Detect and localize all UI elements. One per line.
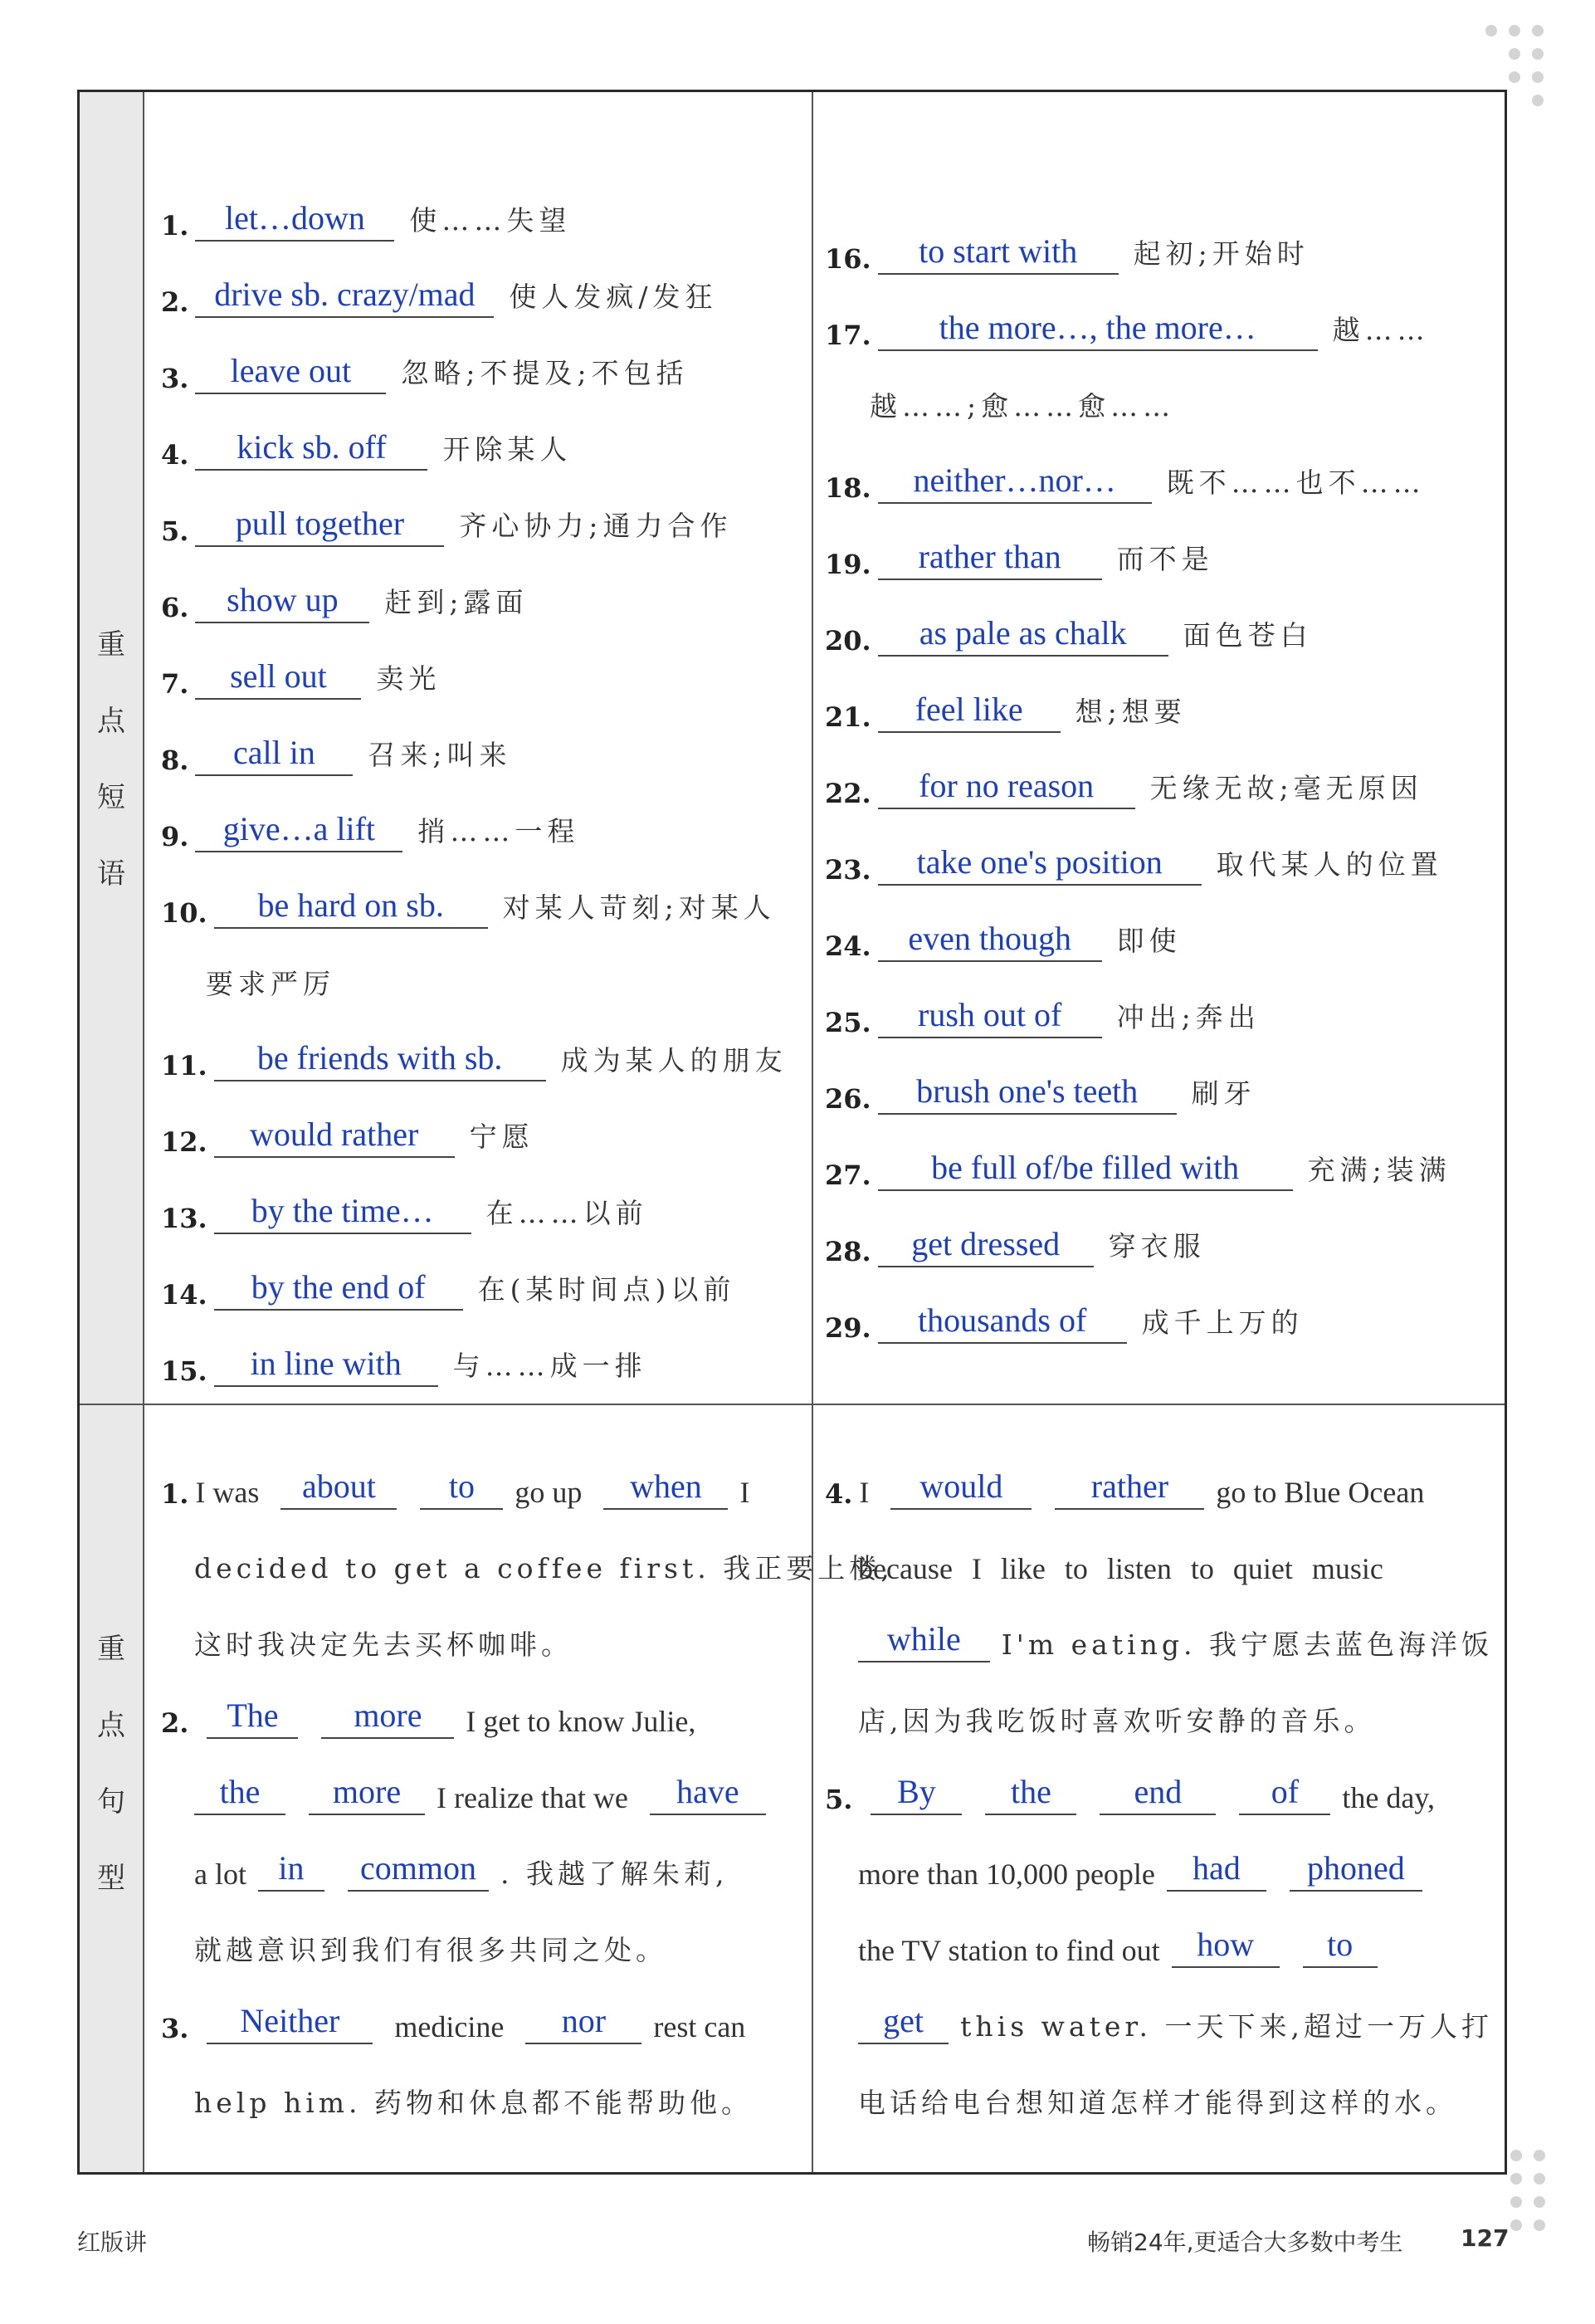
- sentence-line: [825, 1895, 1493, 1971]
- item-number: 21.: [825, 701, 871, 733]
- sentence-text: a lot: [194, 1858, 246, 1891]
- label-char: 短: [97, 781, 125, 814]
- item-number: 5.: [161, 515, 189, 547]
- answer-blank: feel like: [878, 691, 1061, 733]
- chinese-meaning: 想;想要: [1075, 696, 1187, 728]
- item-number: 3.: [161, 2013, 189, 2044]
- corner-dots-bottom: [1510, 2150, 1577, 2274]
- section-divider: [80, 1404, 1505, 1405]
- answer-blank: more: [309, 1774, 425, 1815]
- column-divider: [812, 92, 813, 2172]
- phrases-right-column: [825, 225, 1451, 1344]
- chinese-meaning: 使人发疯/发狂: [509, 281, 718, 313]
- answer-blank: get dressed: [878, 1226, 1094, 1267]
- answer-blank: drive sb. crazy/mad: [195, 276, 494, 318]
- item-number: 18.: [825, 472, 871, 504]
- phrase-item: [161, 1158, 788, 1234]
- answer-blank: in line with: [214, 1345, 438, 1387]
- sentence-text: 电话给电台想知道怎样才能得到这样的水。: [858, 2087, 1457, 2119]
- answer-blank: kick sb. off: [195, 429, 427, 471]
- answer-blank: let…down: [195, 200, 394, 242]
- chinese-meaning: 忽略;不提及;不包括: [401, 357, 689, 389]
- item-number: 11.: [161, 1050, 207, 1081]
- footer-slogan: 畅销24年,更适合大多数中考生: [1087, 2229, 1403, 2256]
- answer-blank: rush out of: [878, 997, 1102, 1038]
- answer-blank: be full of/be filled with: [878, 1150, 1293, 1191]
- sentence-line: [161, 1666, 796, 1742]
- footer-left: 红版讲: [77, 2229, 148, 2256]
- item-number: 2.: [161, 1707, 189, 1739]
- chinese-meaning: 起初;开始时: [1133, 237, 1310, 270]
- item-number: 15.: [161, 1355, 207, 1387]
- answer-blank: to: [1303, 1926, 1378, 1968]
- phrase-item: [161, 471, 788, 547]
- label-char: 句: [97, 1785, 125, 1819]
- answer-blank: The: [207, 1697, 298, 1739]
- sentence-text: more than 10,000 people: [858, 1858, 1155, 1891]
- phrase-item: [161, 623, 788, 700]
- sentence-line: [825, 1666, 1493, 1742]
- phrase-item: [825, 1038, 1451, 1115]
- sentence-line: [825, 1819, 1493, 1895]
- sentence-text: I'm eating. 我宁愿去蓝色海洋饭: [1001, 1628, 1493, 1661]
- sentence-line: [161, 1589, 796, 1666]
- label-char: 语: [97, 857, 125, 891]
- chinese-meaning: 面色苍白: [1183, 619, 1313, 652]
- chinese-meaning: 捎……一程: [417, 815, 580, 847]
- phrase-item: [161, 242, 788, 318]
- label-char: 点: [97, 705, 125, 738]
- item-number: 6.: [161, 592, 189, 623]
- chinese-meaning: 宁愿: [469, 1120, 534, 1153]
- item-number: 28.: [825, 1236, 871, 1267]
- answer-blank: would: [890, 1468, 1032, 1510]
- sentences-right-column: [825, 1437, 1493, 2124]
- answer-blank: call in: [195, 735, 353, 776]
- sentence-line: [825, 1971, 1493, 2048]
- page-number: 127: [1461, 2224, 1510, 2252]
- sentence-text: . 我越了解朱莉,: [500, 1858, 729, 1890]
- item-number: 26.: [825, 1083, 871, 1115]
- answer-blank: Neither: [207, 2003, 373, 2044]
- item-number: 8.: [161, 745, 189, 776]
- answer-blank: about: [280, 1468, 397, 1510]
- answer-blank: even though: [878, 920, 1102, 962]
- answer-blank: had: [1167, 1850, 1266, 1892]
- phrase-item: [825, 733, 1451, 809]
- chinese-meaning: 无缘无故;毫无原因: [1149, 772, 1423, 804]
- sentence-line: [825, 1589, 1493, 1666]
- sentence-text: I: [739, 1476, 750, 1509]
- answer-blank: take one's position: [878, 844, 1202, 886]
- answer-blank: brush one's teeth: [878, 1073, 1177, 1115]
- phrase-item: [161, 852, 788, 929]
- answer-blank: in: [258, 1850, 324, 1892]
- answer-blank: have: [650, 1774, 766, 1815]
- chinese-meaning: 成千上万的: [1141, 1306, 1304, 1339]
- item-number: 14.: [161, 1279, 207, 1311]
- answer-blank: nor: [525, 2003, 641, 2044]
- sentence-line: [161, 1742, 796, 1819]
- item-number: 4.: [825, 1478, 853, 1510]
- chinese-meaning: 取代某人的位置: [1216, 848, 1443, 881]
- answer-blank: more: [321, 1697, 454, 1739]
- phrase-item: [825, 580, 1451, 657]
- item-number: 7.: [161, 668, 189, 700]
- phrase-item: [161, 192, 788, 242]
- phrase-item: [825, 1191, 1451, 1267]
- sentence-line: [825, 1513, 1493, 1589]
- answer-blank: would rather: [214, 1116, 455, 1158]
- sentences-left-column: [161, 1437, 894, 2124]
- answer-blank: by the time…: [214, 1193, 471, 1234]
- item-number: 4.: [161, 439, 189, 471]
- answer-blank: the: [194, 1774, 285, 1815]
- item-number: 24.: [825, 930, 871, 962]
- answer-blank: get: [858, 2003, 949, 2044]
- sentence-text: the TV station to find out: [858, 1934, 1160, 1967]
- item-number: 13.: [161, 1203, 207, 1234]
- sentence-text: 就越意识到我们有很多共同之处。: [194, 1934, 667, 1966]
- phrase-item: [161, 394, 788, 471]
- chinese-meaning: 卖光: [376, 662, 441, 695]
- item-number: 17.: [825, 320, 871, 351]
- phrase-item: [825, 225, 1451, 275]
- chinese-meaning: 而不是: [1116, 543, 1214, 575]
- sentence-text: because I like to listen to quiet music: [858, 1552, 1383, 1585]
- answer-blank: the more…, the more…: [878, 310, 1318, 351]
- label-char: 重: [97, 1633, 125, 1666]
- chinese-meaning: 既不……也不……: [1166, 466, 1426, 499]
- item-number: 1.: [161, 210, 189, 242]
- sentence-text: I get to know Julie,: [466, 1705, 696, 1738]
- item-number: 25.: [825, 1007, 871, 1038]
- sentence-line: [161, 1513, 894, 1589]
- sentence-line: [161, 1971, 796, 2048]
- phrase-item: [825, 962, 1451, 1038]
- chinese-meaning: 冲出;奔出: [1116, 1001, 1261, 1033]
- phrase-item: [825, 1267, 1451, 1344]
- answer-blank: leave out: [195, 353, 386, 394]
- item-number: 29.: [825, 1312, 871, 1344]
- sentence-text: go up: [515, 1476, 583, 1509]
- sentence-text: I: [859, 1476, 870, 1509]
- answer-blank: for no reason: [878, 768, 1135, 809]
- sentence-line: [161, 1819, 796, 1895]
- sentence-text: decided to get a coffee first. 我正要上楼,: [194, 1552, 894, 1584]
- sentences-section-label: [80, 1611, 143, 1916]
- answer-blank: when: [603, 1468, 728, 1510]
- answer-blank: how: [1172, 1926, 1280, 1968]
- sentence-text: this water. 一天下来,超过一万人打: [960, 2010, 1493, 2043]
- answer-blank: thousands of: [878, 1302, 1127, 1344]
- sentence-text: I was: [195, 1476, 260, 1509]
- item-number: 23.: [825, 854, 871, 886]
- sentence-line: [161, 1895, 796, 1971]
- sentence-text: I realize that we: [437, 1781, 628, 1814]
- sentence-text: 这时我决定先去买杯咖啡。: [194, 1628, 573, 1661]
- phrase-item: [825, 504, 1451, 580]
- label-char: 点: [97, 1709, 125, 1742]
- phrase-item: [161, 1081, 788, 1158]
- sentence-text: 店,因为我吃饭时喜欢听安静的音乐。: [858, 1705, 1376, 1737]
- phrase-item: [161, 1234, 788, 1311]
- chinese-meaning: 在……以前: [485, 1197, 648, 1229]
- chinese-meaning: 充满;装满: [1307, 1154, 1451, 1186]
- phrase-item: [825, 809, 1451, 886]
- item-number: 9.: [161, 821, 189, 852]
- phrase-item: [161, 1005, 788, 1081]
- item-number: 2.: [161, 286, 189, 318]
- item-number: 12.: [161, 1126, 207, 1158]
- phrases-section-label: [80, 607, 143, 912]
- chinese-meaning: 开除某人: [442, 433, 573, 466]
- answer-blank: By: [871, 1774, 962, 1815]
- chinese-meaning: 赶到;露面: [384, 586, 529, 618]
- label-char: 重: [97, 628, 125, 662]
- chinese-meaning: 与……成一排: [452, 1350, 647, 1382]
- answer-blank: phoned: [1290, 1850, 1422, 1892]
- phrase-item: [825, 275, 1451, 351]
- phrase-item: [825, 1115, 1451, 1191]
- answer-blank: to: [420, 1468, 503, 1510]
- answer-blank: show up: [195, 582, 369, 623]
- sentence-line: [161, 2048, 796, 2124]
- answer-blank: while: [858, 1621, 990, 1662]
- answer-blank: sell out: [195, 658, 361, 700]
- answer-blank: the: [985, 1774, 1076, 1815]
- chinese-meaning: 使……失望: [409, 204, 572, 237]
- sentence-text: help him. 药物和休息都不能帮助他。: [194, 2087, 754, 2119]
- chinese-meaning: 刷牙: [1191, 1077, 1256, 1110]
- sentence-line: [825, 1437, 1493, 1513]
- item-number: 20.: [825, 625, 871, 657]
- sentence-line: [825, 1742, 1493, 1819]
- answer-blank: to start with: [878, 233, 1119, 275]
- answer-blank: be friends with sb.: [214, 1040, 546, 1081]
- item-number: 19.: [825, 549, 871, 580]
- phrase-item: [161, 547, 788, 623]
- answer-blank: common: [348, 1850, 489, 1892]
- answer-blank: pull together: [195, 505, 444, 547]
- sentence-text: go to Blue Ocean: [1216, 1476, 1425, 1509]
- sentence-text: rest can: [653, 2010, 746, 2043]
- phrase-item: [161, 318, 788, 394]
- chinese-meaning-continued: 越……;愈……愈……: [870, 390, 1176, 422]
- chinese-meaning: 在(某时间点)以前: [477, 1273, 736, 1306]
- exercise-table: [77, 90, 1507, 2175]
- chinese-meaning: 越……: [1332, 314, 1430, 346]
- item-number: 22.: [825, 778, 871, 809]
- item-number: 3.: [161, 363, 189, 394]
- item-number: 5.: [825, 1784, 853, 1815]
- answer-blank: be hard on sb.: [214, 887, 488, 929]
- sentence-line: [161, 1437, 796, 1513]
- sentence-text: the day,: [1342, 1781, 1436, 1814]
- answer-blank: of: [1239, 1774, 1330, 1815]
- phrase-item: [825, 886, 1451, 962]
- chinese-meaning: 齐心协力;通力合作: [459, 510, 733, 542]
- phrase-item: [161, 1311, 788, 1387]
- item-number: 27.: [825, 1160, 871, 1191]
- answer-blank: end: [1100, 1774, 1216, 1815]
- sentence-line: [825, 2048, 1493, 2124]
- phrase-item: [161, 700, 788, 776]
- phrase-item: [161, 776, 788, 852]
- phrases-left-column: [161, 192, 788, 1387]
- answer-blank: give…a lift: [195, 811, 402, 852]
- label-char: 型: [97, 1862, 125, 1895]
- chinese-meaning: 穿衣服: [1108, 1230, 1206, 1262]
- answer-blank: rather than: [878, 539, 1102, 580]
- answer-blank: by the end of: [214, 1269, 463, 1311]
- phrase-item: [825, 657, 1451, 733]
- answer-blank: neither…nor…: [878, 462, 1152, 504]
- item-number: 1.: [161, 1478, 189, 1510]
- phrase-item: [825, 427, 1451, 504]
- sentence-text: medicine: [394, 2010, 505, 2043]
- answer-blank: rather: [1055, 1468, 1204, 1510]
- answer-blank: as pale as chalk: [878, 615, 1168, 657]
- chinese-meaning-continued: 要求严厉: [206, 968, 335, 1000]
- chinese-meaning: 召来;叫来: [368, 739, 512, 771]
- chinese-meaning: 即使: [1116, 925, 1182, 957]
- item-number: 10.: [161, 897, 207, 929]
- item-number: 16.: [825, 243, 871, 275]
- chinese-meaning: 对某人苛刻;对某人: [502, 891, 776, 924]
- chinese-meaning: 成为某人的朋友: [560, 1044, 788, 1077]
